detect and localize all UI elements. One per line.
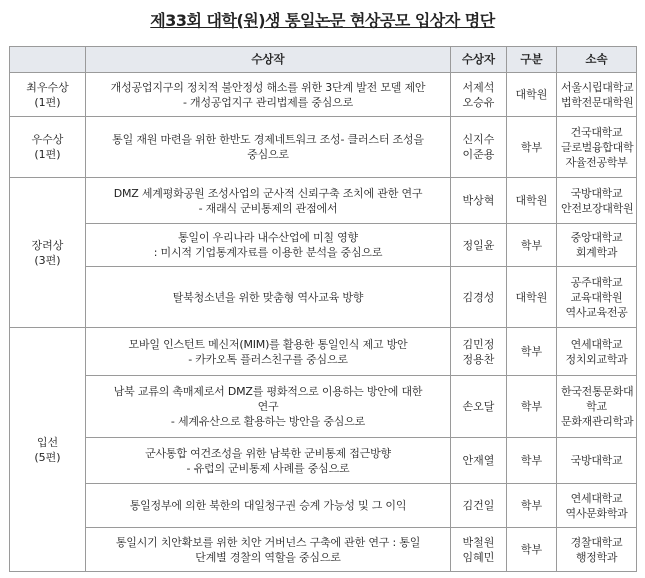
winner-cell	[451, 224, 507, 267]
rank-label: 최우수상	[26, 80, 69, 94]
work-line: 모바일 인스턴트 메신저(MIM)를 활용한 통일인식 제고 방안	[128, 337, 408, 351]
winner-name: 이준용	[462, 148, 495, 161]
work-line: 탈북청소년을 위한 맞춤형 역사교육 방향	[172, 290, 364, 304]
winner-cell	[451, 117, 507, 178]
rank-cell	[10, 328, 86, 572]
work-cell	[86, 224, 451, 267]
winner-cell	[451, 73, 507, 117]
winner-name: 김건일	[462, 499, 495, 512]
work-line: 남북 교류의 촉매제로서 DMZ를 평화적으로 이용하는 방안에 대한	[113, 385, 423, 398]
winner-name: 안재열	[462, 454, 495, 467]
header-work: 수상작	[86, 47, 451, 73]
winner-name: 신지수	[462, 133, 495, 146]
affiliation-line: 자율전공학부	[565, 155, 628, 169]
winner-name: 정용찬	[462, 352, 495, 366]
affiliation-line: 경찰대학교	[570, 535, 623, 549]
winner-name: 박상혁	[462, 194, 495, 207]
work-line: 중심으로	[247, 148, 289, 161]
header-category: 구분	[507, 47, 557, 73]
work-cell	[86, 438, 451, 484]
winner-name: 오승유	[462, 95, 495, 109]
affiliation-line: 역사교육전공	[565, 305, 628, 319]
table-row	[10, 376, 637, 438]
category-cell: 학부	[507, 224, 557, 267]
table-row	[10, 73, 637, 117]
category-cell: 대학원	[507, 178, 557, 224]
work-line: - 세계유산으로 활용하는 방안을 중심으로	[170, 415, 366, 428]
category-cell: 학부	[507, 117, 557, 178]
rank-count: (1편)	[34, 148, 61, 161]
winner-name: 박철원	[462, 535, 495, 549]
header-rank	[10, 47, 86, 73]
affiliation-cell	[557, 376, 637, 438]
affiliation-line: 연세대학교	[570, 337, 623, 351]
category-cell: 학부	[507, 376, 557, 438]
winner-cell	[451, 528, 507, 572]
table-row	[10, 438, 637, 484]
work-line: 연구	[257, 400, 279, 413]
rank-count: (5편)	[34, 450, 61, 464]
work-line: 개성공업지구의 정치적 불안정성 해소를 위한 3단계 발전 모델 제안	[110, 80, 426, 94]
affiliation-cell	[557, 328, 637, 376]
affiliation-line: 서울시립대학교	[561, 80, 634, 94]
affiliation-cell	[557, 267, 637, 328]
work-line: 통일정부에 의한 북한의 대일청구권 승계 가능성 및 그 이익	[129, 499, 407, 512]
header-winner: 수상자	[451, 47, 507, 73]
affiliation-line: 국방대학교	[570, 186, 623, 200]
table-row	[10, 224, 637, 267]
affiliation-line: 문화재관리학과	[561, 415, 634, 428]
work-cell	[86, 376, 451, 438]
work-line: - 카카오톡 플러스친구를 중심으로	[188, 352, 348, 366]
affiliation-line: 정치외교학과	[565, 352, 628, 366]
winner-name: 임혜민	[462, 550, 495, 564]
table-row	[10, 328, 637, 376]
winner-cell	[451, 267, 507, 328]
category-cell: 대학원	[507, 267, 557, 328]
affiliation-cell	[557, 117, 637, 178]
winner-name: 서제석	[462, 80, 495, 94]
affiliation-line: 안전보장대학원	[561, 201, 634, 215]
work-line: : 미시적 기업통계자료를 이용한 분석을 중심으로	[153, 246, 383, 259]
work-cell	[86, 267, 451, 328]
work-cell	[86, 73, 451, 117]
table-row	[10, 178, 637, 224]
affiliation-cell	[557, 438, 637, 484]
category-cell: 학부	[507, 438, 557, 484]
work-line: 통일시기 치안확보를 위한 치안 거버넌스 구축에 관한 연구 : 통일	[115, 535, 421, 549]
affiliation-line: 학교	[586, 400, 607, 413]
work-cell	[86, 117, 451, 178]
work-cell	[86, 178, 451, 224]
affiliation-line: 행정학과	[575, 550, 618, 564]
winner-cell	[451, 328, 507, 376]
rank-cell	[10, 117, 86, 178]
affiliation-line: 역사문화학과	[565, 506, 628, 520]
affiliation-line: 중앙대학교	[570, 231, 623, 244]
work-line: - 재래식 군비통제의 관점에서	[198, 201, 338, 215]
affiliation-cell	[557, 73, 637, 117]
work-cell	[86, 328, 451, 376]
category-cell: 학부	[507, 528, 557, 572]
table-row	[10, 484, 637, 528]
work-line: 군사통합 여건조성을 위한 남북한 군비통제 접근방향	[145, 446, 391, 460]
winner-cell	[451, 484, 507, 528]
affiliation-line: 글로벌융합대학	[561, 140, 634, 154]
affiliation-line: 회계학과	[575, 246, 618, 259]
affiliation-cell	[557, 224, 637, 267]
affiliation-line: 국방대학교	[570, 454, 623, 467]
affiliation-cell	[557, 528, 637, 572]
rank-label: 입선	[36, 435, 59, 449]
table-row	[10, 267, 637, 328]
rank-label: 우수상	[31, 133, 64, 146]
affiliation-cell	[557, 484, 637, 528]
affiliation-line: 법학전문대학원	[561, 95, 634, 109]
work-line: - 유럽의 군비통제 사례를 중심으로	[186, 461, 350, 475]
table-header-row	[10, 47, 637, 73]
work-line: - 개성공업지구 관리법제를 중심으로	[182, 95, 354, 109]
table-row	[10, 117, 637, 178]
work-line: DMZ 세계평화공원 조성사업의 군사적 신뢰구축 조치에 관한 연구	[113, 186, 423, 200]
work-cell	[86, 528, 451, 572]
page-title: 제33회 대학(원)생 통일논문 현상공모 입상자 명단	[150, 11, 495, 30]
winner-cell	[451, 376, 507, 438]
header-affiliation: 소속	[557, 47, 637, 73]
winner-cell	[451, 178, 507, 224]
affiliation-line: 공주대학교	[570, 275, 623, 289]
awards-table	[9, 46, 637, 572]
winner-name: 김경성	[462, 290, 495, 304]
winner-cell	[451, 438, 507, 484]
work-line: 통일이 우리나라 내수산업에 미칠 영향	[177, 231, 358, 244]
rank-cell	[10, 178, 86, 328]
winner-name: 김민정	[462, 337, 495, 351]
rank-count: (3편)	[34, 253, 61, 267]
category-cell: 대학원	[507, 73, 557, 117]
work-cell	[86, 484, 451, 528]
affiliation-line: 한국전통문화대	[561, 385, 634, 398]
category-cell: 학부	[507, 328, 557, 376]
rank-label: 장려상	[31, 238, 64, 252]
category-cell: 학부	[507, 484, 557, 528]
winner-name: 정일윤	[462, 238, 495, 252]
affiliation-line: 건국대학교	[570, 125, 623, 139]
rank-count: (1편)	[34, 95, 61, 109]
affiliation-line: 교육대학원	[570, 290, 623, 304]
rank-cell	[10, 73, 86, 117]
winner-name: 손오달	[462, 400, 495, 413]
work-line: 단계별 경찰의 역할을 중심으로	[195, 550, 341, 564]
affiliation-line: 연세대학교	[570, 491, 623, 505]
work-line: 통일 재원 마련을 위한 한반도 경제네트워크 조성- 클러스터 조성을	[112, 133, 424, 146]
affiliation-cell	[557, 178, 637, 224]
table-row	[10, 528, 637, 572]
